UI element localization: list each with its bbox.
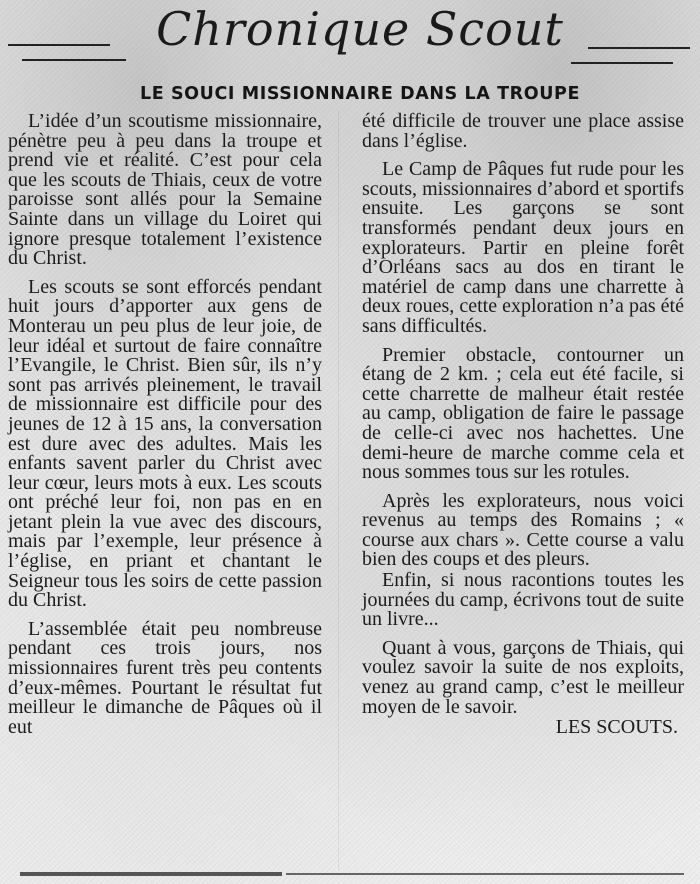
bottom-rule <box>20 872 282 876</box>
bottom-rule <box>286 873 684 875</box>
section-title: Chronique Scout <box>156 2 564 56</box>
decorative-rule <box>571 62 673 64</box>
article-column-left <box>8 112 322 746</box>
column-header <box>0 0 700 110</box>
paragraph: Quant à vous, garçons de Thiais, qui voulez savoir la suite de nos exploits, venez au grand camp, c’est le meilleur moyen de le savoir. <box>362 636 684 718</box>
article-signature: LES SCOUTS. <box>555 716 678 739</box>
paragraph: Le Camp de Pâques fut rude pour les scouts, missionnaires d’abord et sportifs ensuite. Les garçons se sont transformés pendant deux jours en explorateurs. Partir en pleine forêt d’Orléans sacs au dos en tirant le matériel de camp dans une charrette à deux roues, cette exploration n’a pas été sans difficultés. <box>362 158 684 337</box>
article-headline: LE SOUCI MISSIONNAIRE DANS LA TROUPE <box>139 84 581 104</box>
decorative-rule <box>22 59 126 61</box>
column-divider <box>338 110 339 870</box>
paragraph: Premier obstacle, contourner un étang de 2 km. ; cela eut été facile, si cette charrette de malheur était restée au camp, obligation de faire le passage de celle-ci avec nos hachettes. Une demi-heure de marche comme cela et nous sommes tous sur les rotules. <box>362 343 684 484</box>
paragraph: L’idée d’un scoutisme missionnaire, pénètre peu à peu dans la troupe et prend vie et réalité. C’est pour cela que les scouts de Thiais, ceux de votre paroisse sont allés pour la Semaine Sainte dans un village du Loiret qui ignore presque totalement l’existence du Christ. <box>8 110 322 270</box>
paragraph: été difficile de trouver une place assise dans l’église. <box>362 110 684 152</box>
paragraph: L’assemblée était peu nombreuse pendant ces trois jours, nos missionnaires furent très peu contents d’eux-mêmes. Pourtant le résultat fut meilleur le dimanche de Pâques où il eut <box>8 617 322 738</box>
paragraph: Après les explorateurs, nous voici revenus au temps des Romains ; « course aux chars ». Cette course a valu bien des coups et des pleurs. <box>362 489 684 571</box>
paragraph: Enfin, si nous racontions toutes les journées du camp, écrivons tout de suite un livre... <box>362 569 684 631</box>
decorative-rule <box>588 47 690 49</box>
paragraph: Les scouts se sont efforcés pendant huit jours d’apporter aux gens de Monterau un peu plus de leur joie, de leur idéal et surtout de faire connaître l’Evangile, le Christ. Bien sûr, ils n’y sont pas arrivés pleinement, le travail de missionnaire est difficile pour des jeunes de 12 à 15 ans, la conversation est dure avec des adultes. Mais les enfants savent parler du Christ avec leur cœur, leurs mots à eux. Les scouts ont préché leur foi, non pas en en jetant plein la vue avec des discours, mais par l’exemple, leur présence à l’église, en priant et chantant le Seigneur tous les soirs de cette passion du Christ. <box>8 275 322 612</box>
article-column-right <box>362 112 684 747</box>
decorative-rule <box>8 44 110 46</box>
